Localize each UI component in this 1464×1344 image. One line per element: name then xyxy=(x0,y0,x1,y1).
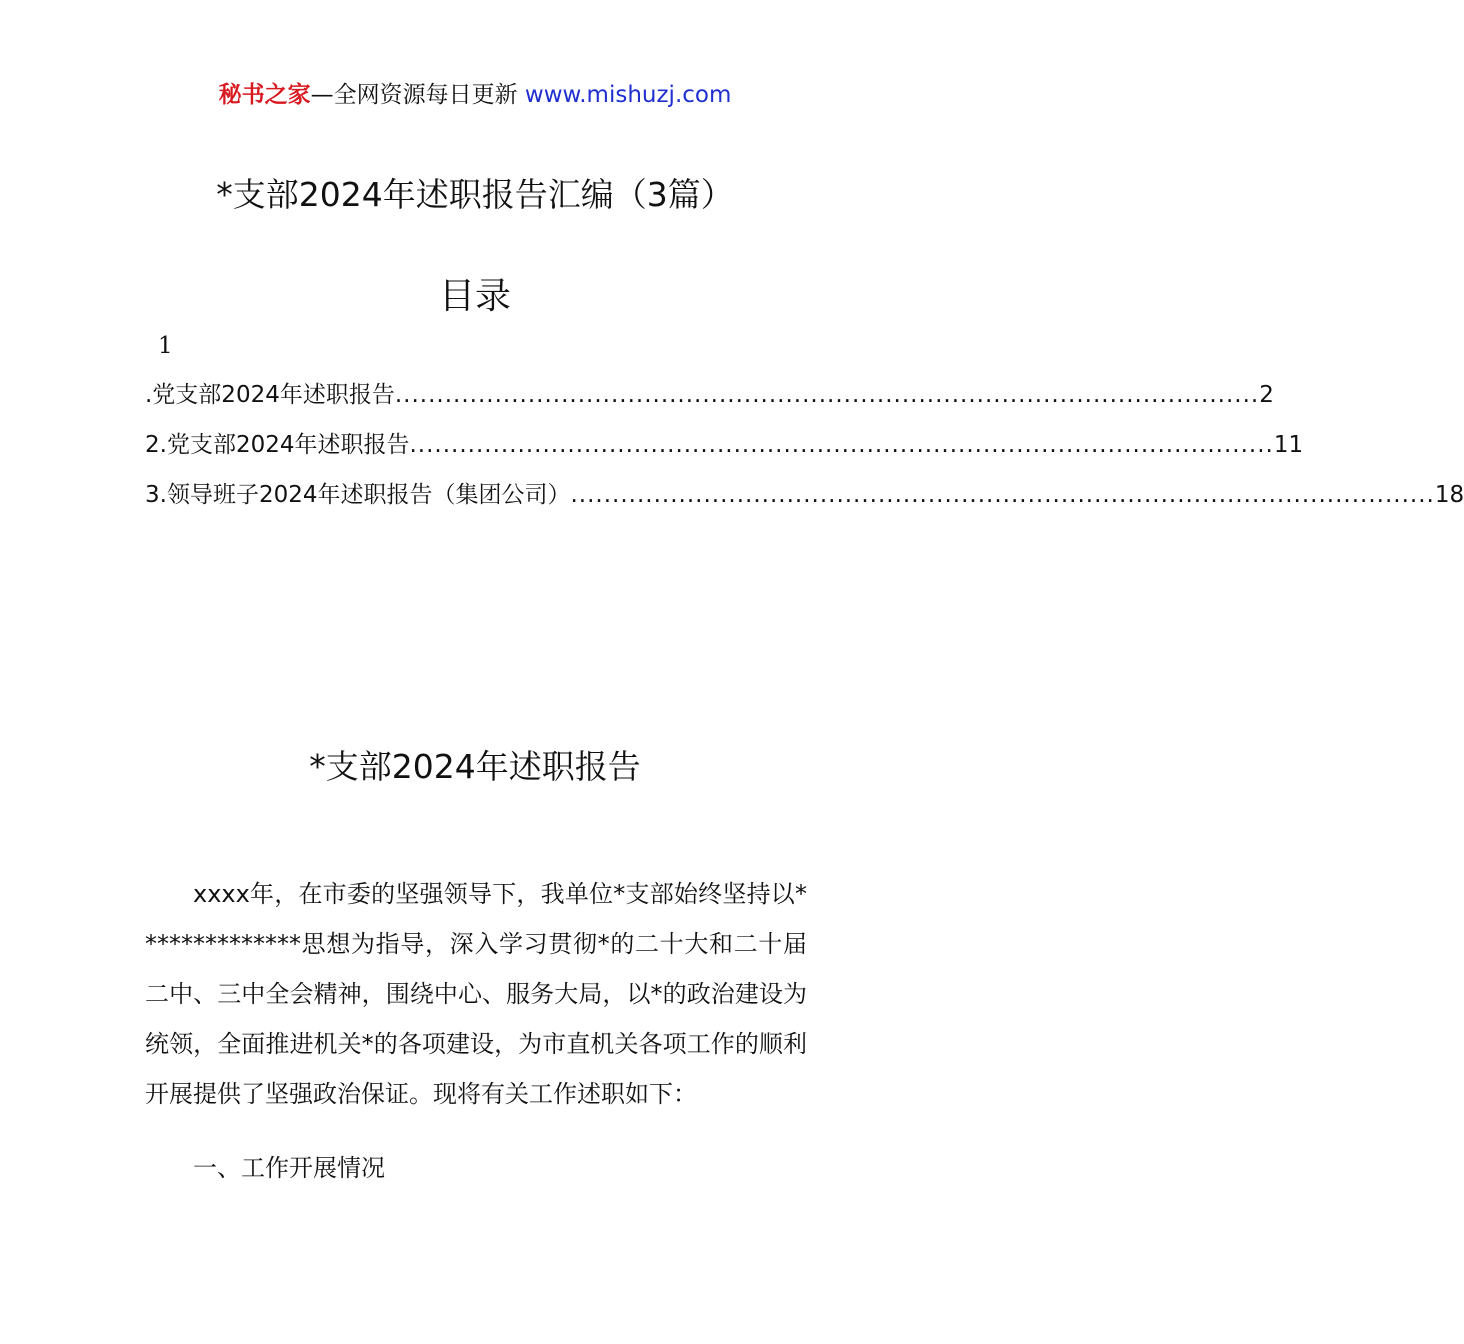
toc-item[interactable] xyxy=(145,475,1464,525)
toc-item[interactable] xyxy=(145,375,1274,425)
toc-leader-dots: ........................................................................................................ xyxy=(409,432,1274,458)
toc-item-text: 3.领导班子2024年述职报告（集团公司） xyxy=(145,482,571,508)
brand-name: 秘书之家 xyxy=(218,82,311,108)
toc-stray-number: 1 xyxy=(158,333,173,359)
site-url-link[interactable]: www.mishuzj.com xyxy=(524,82,732,108)
toc-item-page: 11 xyxy=(1273,432,1304,458)
toc-leader-dots: ........................................................................................................ xyxy=(394,382,1260,408)
report-title: *支部2024年述职报告 xyxy=(309,747,641,786)
toc-item[interactable] xyxy=(145,425,1304,475)
document-title: *支部2024年述职报告汇编（3篇） xyxy=(216,175,734,214)
toc-item-text: 2.党支部2024年述职报告 xyxy=(145,432,410,458)
table-of-contents xyxy=(145,375,1464,525)
toc-heading: 目录 xyxy=(438,276,511,317)
header-description: —全网资源每日更新 xyxy=(310,82,525,108)
body-paragraph: xxxx年，在市委的坚强领导下，我单位*支部始终坚持以**************思想为指导，深入学习贯彻*的二十大和二十届二中、三中全会精神，围绕中心、服务大局，以*的政治建设为统领，全面推进机关*的各项建设，为市直机关各项工作的顺利开展提供了坚强政治保证。现将有关工作述职如下： xyxy=(145,880,807,1108)
toc-item-page: 18 xyxy=(1434,482,1464,508)
toc-leader-dots: ........................................................................................................ xyxy=(570,482,1435,508)
toc-item-text: .党支部2024年述职报告 xyxy=(145,382,395,408)
toc-item-page: 2 xyxy=(1259,382,1274,408)
site-header xyxy=(0,78,950,112)
section-heading: 一、工作开展情况 xyxy=(193,1154,385,1182)
